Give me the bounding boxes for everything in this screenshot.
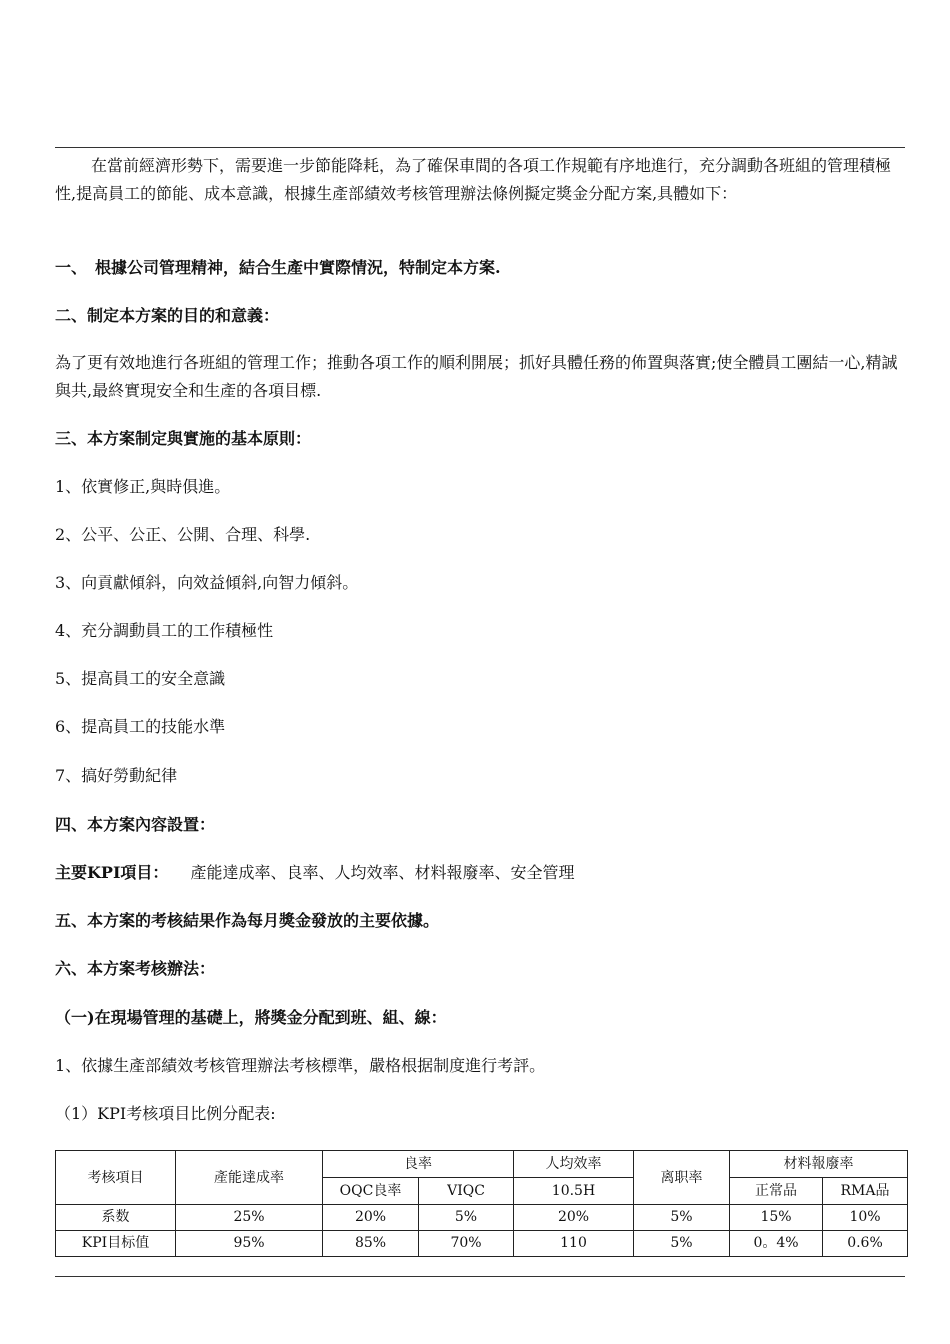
- header-normal: 正常品: [730, 1178, 823, 1205]
- section-6-subtitle: （一)在現場管理的基礎上，將獎金分配到班、組、線：: [55, 1008, 447, 1027]
- header-turnover: 离职率: [634, 1151, 730, 1205]
- header-capacity: 產能達成率: [176, 1151, 323, 1205]
- section-1: 一、 根據公司管理精神，結合生產中實際情況，特制定本方案.: [55, 258, 501, 277]
- principle-item: 6、提高員工的技能水準: [55, 717, 226, 736]
- header-oqc: OQC良率: [323, 1178, 419, 1205]
- table-cell: 5%: [634, 1205, 730, 1231]
- kpi-items: 產能達成率、良率、人均效率、材料報廢率、安全管理: [190, 863, 575, 882]
- table-cell: 15%: [730, 1205, 823, 1231]
- principle-item: 2、公平、公正、公開、合理、科學.: [55, 525, 311, 544]
- section-2-body: 為了更有效地進行各班組的管理工作；推動各項工作的順利開展；抓好具體任務的佈置與落實;使全體員工團結一心,精誠與共,最終實現安全和生產的各項目標.: [55, 353, 898, 400]
- table-cell: 0。4%: [730, 1231, 823, 1257]
- principle-item: 4、充分調動員工的工作積極性: [55, 621, 274, 640]
- kpi-ratio-table: [55, 1150, 908, 1257]
- section-2-title: 二、制定本方案的目的和意義：: [55, 306, 280, 325]
- intro-paragraph: 在當前經濟形勢下，需要進一步節能降耗，為了確保車間的各項工作規範有序地進行，充分調動各班組的管理積極性,提高員工的節能、成本意識，根據生產部績效考核管理辦法條例擬定獎金分配方案,具體如下：: [55, 156, 892, 203]
- section-3-title: 三、本方案制定與實施的基本原則：: [55, 429, 312, 448]
- table-cell: 20%: [323, 1205, 419, 1231]
- header-item: 考核項目: [56, 1151, 176, 1205]
- principle-item: 7、搞好勞動紀律: [55, 766, 178, 785]
- section-4-title: 四、本方案內容設置：: [55, 815, 216, 834]
- table-header-row: [56, 1151, 908, 1178]
- header-viqc: VIQC: [419, 1178, 514, 1205]
- header-yield: 良率: [323, 1151, 514, 1178]
- kpi-label: 主要KPI項目：: [55, 863, 169, 882]
- header-scrap: 材料報廢率: [730, 1151, 908, 1178]
- table-title: （1）KPI考核項目比例分配表:: [55, 1104, 276, 1123]
- section-5: 五、本方案的考核結果作為每月獎金發放的主要依據。: [55, 911, 440, 930]
- header-efficiency: 人均效率: [514, 1151, 634, 1178]
- table-cell: 25%: [176, 1205, 323, 1231]
- table-cell: 5%: [634, 1231, 730, 1257]
- table-cell: 5%: [419, 1205, 514, 1231]
- table-cell: 20%: [514, 1205, 634, 1231]
- header-eff-sub: 10.5H: [514, 1178, 634, 1205]
- table-cell: 0.6%: [823, 1231, 908, 1257]
- principle-item: 3、向貢獻傾斜，向效益傾斜,向智力傾斜。: [55, 573, 359, 592]
- table-row: [56, 1205, 908, 1231]
- section-6-title: 六、本方案考核辦法：: [55, 959, 216, 978]
- table-cell: 95%: [176, 1231, 323, 1257]
- kpi-line: [55, 859, 905, 887]
- header-rma: RMA品: [823, 1178, 908, 1205]
- footer-rule: [55, 1276, 905, 1277]
- principle-item: 1、依實修正,與時俱進。: [55, 477, 231, 496]
- header-rule: [55, 147, 905, 148]
- table-cell: 85%: [323, 1231, 419, 1257]
- table-row: [56, 1231, 908, 1257]
- table-cell: KPI目标值: [56, 1231, 176, 1257]
- section-6-item-1: 1、依據生產部績效考核管理辦法考核標準，嚴格根据制度進行考評。: [55, 1056, 546, 1075]
- table-cell: 系数: [56, 1205, 176, 1231]
- table-cell: 110: [514, 1231, 634, 1257]
- table-cell: 10%: [823, 1205, 908, 1231]
- principle-item: 5、提高員工的安全意識: [55, 669, 226, 688]
- table-cell: 70%: [419, 1231, 514, 1257]
